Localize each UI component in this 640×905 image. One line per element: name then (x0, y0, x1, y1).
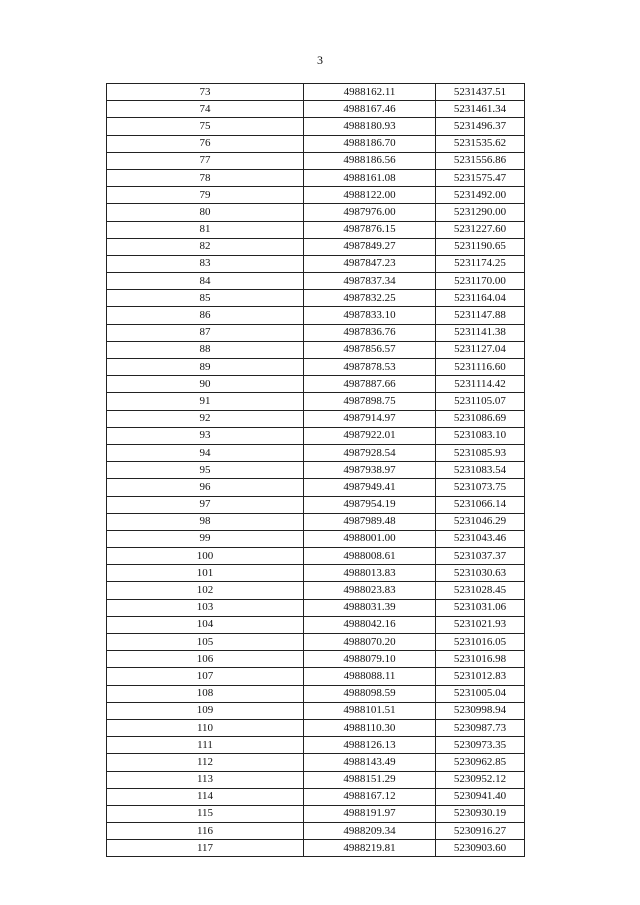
point-number-cell: 80 (107, 204, 304, 221)
x-coordinate-cell: 4988126.13 (304, 737, 436, 754)
point-number-cell: 88 (107, 341, 304, 358)
y-coordinate-cell: 5231190.65 (436, 238, 525, 255)
x-coordinate-cell: 4987954.19 (304, 496, 436, 513)
point-number-cell: 73 (107, 84, 304, 101)
y-coordinate-cell: 5230903.60 (436, 840, 525, 857)
x-coordinate-cell: 4987898.75 (304, 393, 436, 410)
table-row (107, 238, 525, 255)
y-coordinate-cell: 5231290.00 (436, 204, 525, 221)
point-number-cell: 74 (107, 101, 304, 118)
point-number-cell: 107 (107, 668, 304, 685)
x-coordinate-cell: 4988180.93 (304, 118, 436, 135)
table-row (107, 634, 525, 651)
table-row (107, 101, 525, 118)
table-row (107, 204, 525, 221)
table-row (107, 324, 525, 341)
table-row (107, 565, 525, 582)
y-coordinate-cell: 5230998.94 (436, 702, 525, 719)
x-coordinate-cell: 4987887.66 (304, 376, 436, 393)
point-number-cell: 99 (107, 530, 304, 547)
table-row (107, 393, 525, 410)
point-number-cell: 117 (107, 840, 304, 857)
table-row (107, 702, 525, 719)
table-row (107, 410, 525, 427)
x-coordinate-cell: 4987876.15 (304, 221, 436, 238)
y-coordinate-cell: 5231461.34 (436, 101, 525, 118)
table-row (107, 548, 525, 565)
y-coordinate-cell: 5231227.60 (436, 221, 525, 238)
y-coordinate-cell: 5231005.04 (436, 685, 525, 702)
x-coordinate-cell: 4988008.61 (304, 548, 436, 565)
x-coordinate-cell: 4988001.00 (304, 530, 436, 547)
y-coordinate-cell: 5231086.69 (436, 410, 525, 427)
x-coordinate-cell: 4988079.10 (304, 651, 436, 668)
x-coordinate-cell: 4987847.23 (304, 255, 436, 272)
y-coordinate-cell: 5231575.47 (436, 169, 525, 186)
y-coordinate-cell: 5231016.05 (436, 634, 525, 651)
x-coordinate-cell: 4988143.49 (304, 754, 436, 771)
x-coordinate-cell: 4988101.51 (304, 702, 436, 719)
table-row (107, 118, 525, 135)
x-coordinate-cell: 4988013.83 (304, 565, 436, 582)
x-coordinate-cell: 4987928.54 (304, 444, 436, 461)
y-coordinate-cell: 5230916.27 (436, 823, 525, 840)
table-row (107, 719, 525, 736)
point-number-cell: 95 (107, 462, 304, 479)
table-row (107, 823, 525, 840)
x-coordinate-cell: 4987922.01 (304, 427, 436, 444)
x-coordinate-cell: 4988110.30 (304, 719, 436, 736)
x-coordinate-cell: 4988031.39 (304, 599, 436, 616)
point-number-cell: 103 (107, 599, 304, 616)
y-coordinate-cell: 5230952.12 (436, 771, 525, 788)
table-row (107, 187, 525, 204)
point-number-cell: 82 (107, 238, 304, 255)
x-coordinate-cell: 4987836.76 (304, 324, 436, 341)
coordinates-table (106, 83, 525, 857)
y-coordinate-cell: 5231535.62 (436, 135, 525, 152)
x-coordinate-cell: 4987949.41 (304, 479, 436, 496)
y-coordinate-cell: 5231043.46 (436, 530, 525, 547)
x-coordinate-cell: 4987833.10 (304, 307, 436, 324)
y-coordinate-cell: 5231127.04 (436, 341, 525, 358)
point-number-cell: 97 (107, 496, 304, 513)
point-number-cell: 91 (107, 393, 304, 410)
y-coordinate-cell: 5231116.60 (436, 359, 525, 376)
x-coordinate-cell: 4988023.83 (304, 582, 436, 599)
table-row (107, 221, 525, 238)
table-row (107, 444, 525, 461)
x-coordinate-cell: 4988122.00 (304, 187, 436, 204)
coordinates-table-body (107, 84, 525, 857)
y-coordinate-cell: 5231083.54 (436, 462, 525, 479)
y-coordinate-cell: 5231016.98 (436, 651, 525, 668)
point-number-cell: 83 (107, 255, 304, 272)
point-number-cell: 114 (107, 788, 304, 805)
table-row (107, 135, 525, 152)
y-coordinate-cell: 5231492.00 (436, 187, 525, 204)
x-coordinate-cell: 4987976.00 (304, 204, 436, 221)
point-number-cell: 110 (107, 719, 304, 736)
x-coordinate-cell: 4988209.34 (304, 823, 436, 840)
point-number-cell: 115 (107, 805, 304, 822)
y-coordinate-cell: 5231114.42 (436, 376, 525, 393)
x-coordinate-cell: 4988161.08 (304, 169, 436, 186)
point-number-cell: 111 (107, 737, 304, 754)
y-coordinate-cell: 5231037.37 (436, 548, 525, 565)
point-number-cell: 86 (107, 307, 304, 324)
point-number-cell: 113 (107, 771, 304, 788)
point-number-cell: 100 (107, 548, 304, 565)
x-coordinate-cell: 4988088.11 (304, 668, 436, 685)
y-coordinate-cell: 5231030.63 (436, 565, 525, 582)
table-row (107, 616, 525, 633)
y-coordinate-cell: 5231012.83 (436, 668, 525, 685)
y-coordinate-cell: 5230941.40 (436, 788, 525, 805)
point-number-cell: 87 (107, 324, 304, 341)
point-number-cell: 112 (107, 754, 304, 771)
table-row (107, 479, 525, 496)
point-number-cell: 84 (107, 273, 304, 290)
table-row (107, 668, 525, 685)
point-number-cell: 76 (107, 135, 304, 152)
table-row (107, 840, 525, 857)
point-number-cell: 93 (107, 427, 304, 444)
y-coordinate-cell: 5230973.35 (436, 737, 525, 754)
table-row (107, 513, 525, 530)
y-coordinate-cell: 5231066.14 (436, 496, 525, 513)
table-row (107, 771, 525, 788)
point-number-cell: 75 (107, 118, 304, 135)
y-coordinate-cell: 5231073.75 (436, 479, 525, 496)
table-row (107, 84, 525, 101)
y-coordinate-cell: 5231164.04 (436, 290, 525, 307)
point-number-cell: 92 (107, 410, 304, 427)
y-coordinate-cell: 5231021.93 (436, 616, 525, 633)
x-coordinate-cell: 4987856.57 (304, 341, 436, 358)
table-row (107, 530, 525, 547)
x-coordinate-cell: 4988167.12 (304, 788, 436, 805)
y-coordinate-cell: 5231046.29 (436, 513, 525, 530)
point-number-cell: 98 (107, 513, 304, 530)
table-row (107, 290, 525, 307)
y-coordinate-cell: 5231556.86 (436, 152, 525, 169)
point-number-cell: 101 (107, 565, 304, 582)
x-coordinate-cell: 4987989.48 (304, 513, 436, 530)
x-coordinate-cell: 4987849.27 (304, 238, 436, 255)
point-number-cell: 109 (107, 702, 304, 719)
table-row (107, 582, 525, 599)
x-coordinate-cell: 4987938.97 (304, 462, 436, 479)
x-coordinate-cell: 4988186.56 (304, 152, 436, 169)
point-number-cell: 77 (107, 152, 304, 169)
table-row (107, 788, 525, 805)
point-number-cell: 102 (107, 582, 304, 599)
point-number-cell: 96 (107, 479, 304, 496)
y-coordinate-cell: 5231105.07 (436, 393, 525, 410)
table-row (107, 462, 525, 479)
point-number-cell: 89 (107, 359, 304, 376)
table-row (107, 427, 525, 444)
x-coordinate-cell: 4988098.59 (304, 685, 436, 702)
x-coordinate-cell: 4987914.97 (304, 410, 436, 427)
y-coordinate-cell: 5231085.93 (436, 444, 525, 461)
y-coordinate-cell: 5230987.73 (436, 719, 525, 736)
x-coordinate-cell: 4988191.97 (304, 805, 436, 822)
x-coordinate-cell: 4988070.20 (304, 634, 436, 651)
y-coordinate-cell: 5231147.88 (436, 307, 525, 324)
page-number: 3 (317, 53, 323, 67)
point-number-cell: 81 (107, 221, 304, 238)
x-coordinate-cell: 4987878.53 (304, 359, 436, 376)
y-coordinate-cell: 5231174.25 (436, 255, 525, 272)
y-coordinate-cell: 5231141.38 (436, 324, 525, 341)
table-row (107, 651, 525, 668)
y-coordinate-cell: 5230930.19 (436, 805, 525, 822)
table-row (107, 169, 525, 186)
point-number-cell: 94 (107, 444, 304, 461)
point-number-cell: 78 (107, 169, 304, 186)
y-coordinate-cell: 5231028.45 (436, 582, 525, 599)
point-number-cell: 106 (107, 651, 304, 668)
x-coordinate-cell: 4988167.46 (304, 101, 436, 118)
x-coordinate-cell: 4988186.70 (304, 135, 436, 152)
table-row (107, 599, 525, 616)
y-coordinate-cell: 5231496.37 (436, 118, 525, 135)
y-coordinate-cell: 5231031.06 (436, 599, 525, 616)
table-row (107, 341, 525, 358)
table-row (107, 376, 525, 393)
x-coordinate-cell: 4987837.34 (304, 273, 436, 290)
point-number-cell: 85 (107, 290, 304, 307)
table-row (107, 737, 525, 754)
x-coordinate-cell: 4988042.16 (304, 616, 436, 633)
point-number-cell: 105 (107, 634, 304, 651)
table-row (107, 685, 525, 702)
table-row (107, 273, 525, 290)
table-row (107, 152, 525, 169)
x-coordinate-cell: 4988162.11 (304, 84, 436, 101)
table-row (107, 255, 525, 272)
y-coordinate-cell: 5231437.51 (436, 84, 525, 101)
x-coordinate-cell: 4988151.29 (304, 771, 436, 788)
x-coordinate-cell: 4988219.81 (304, 840, 436, 857)
y-coordinate-cell: 5231170.00 (436, 273, 525, 290)
table-row (107, 805, 525, 822)
y-coordinate-cell: 5231083.10 (436, 427, 525, 444)
table-row (107, 307, 525, 324)
table-row (107, 496, 525, 513)
point-number-cell: 116 (107, 823, 304, 840)
y-coordinate-cell: 5230962.85 (436, 754, 525, 771)
x-coordinate-cell: 4987832.25 (304, 290, 436, 307)
point-number-cell: 79 (107, 187, 304, 204)
table-row (107, 359, 525, 376)
point-number-cell: 108 (107, 685, 304, 702)
point-number-cell: 90 (107, 376, 304, 393)
point-number-cell: 104 (107, 616, 304, 633)
table-row (107, 754, 525, 771)
